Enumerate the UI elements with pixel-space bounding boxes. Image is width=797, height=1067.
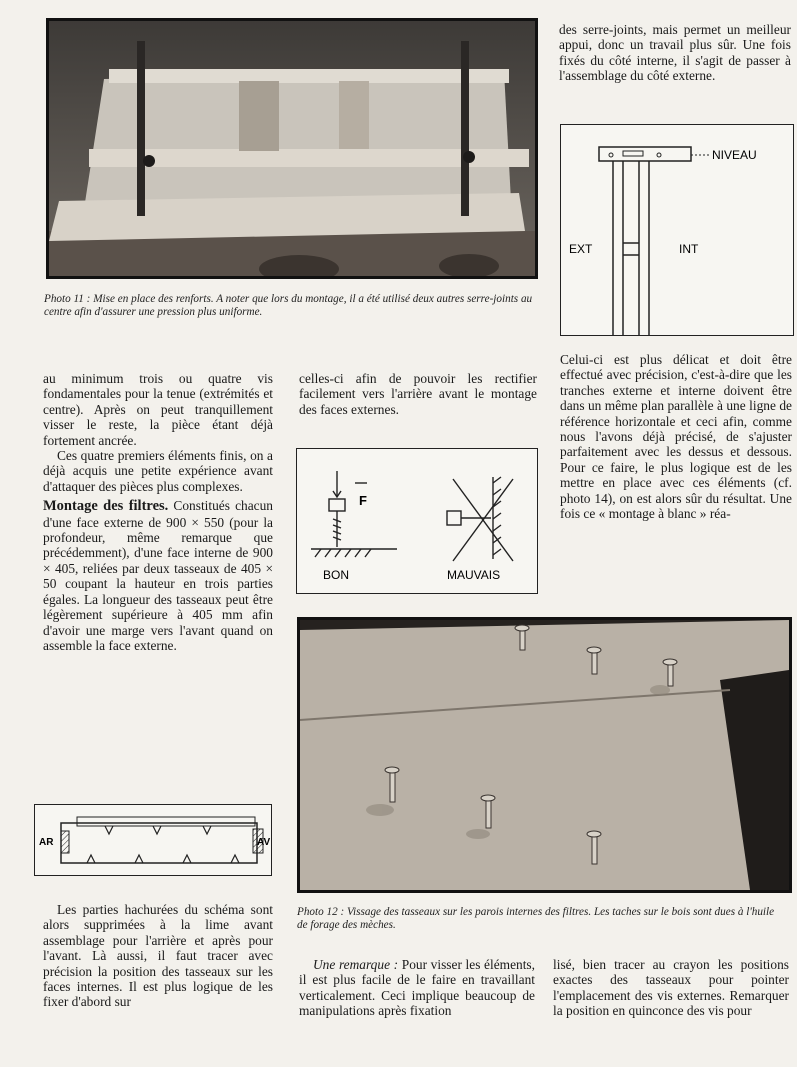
photo-11-caption: Photo 11 : Mise en place des renforts. A noter que lors du montage, il a été utilisé deux autres serre-joints au centre afin d'assurer une pression plus uniforme. [44, 293, 533, 319]
photo-11 [46, 18, 538, 279]
text-top-right [559, 22, 791, 84]
text-right-middle [560, 352, 792, 521]
level-diagram-drawing [561, 125, 793, 335]
paragraph: Les parties hachurées du schéma sont alors supprimées à la lime avant assemblage pour l'arrière et après pour l'avant. Là aussi, il faut tracer avec précision la position des tasseaux sur les faces internes. Il est plus logique de les fixer d'abord sur [43, 902, 273, 1010]
bon-label: BON [323, 568, 350, 582]
paragraph: Ces quatre premiers éléments finis, on a déjà acquis une petite expérience avant d'attaquer des pièces plus complexes. [43, 448, 273, 494]
text-column-1 [43, 371, 273, 653]
tasseau-diagram-drawing [35, 805, 271, 875]
paragraph: au minimum trois ou quatre vis fondamentales pour la tenue (extrémités et centre). Après on peut tranquillement visser le reste, la pièce étant déjà fortement ancrée. [43, 371, 273, 448]
photo-12 [297, 617, 792, 893]
force-label: F [359, 493, 367, 508]
text-bottom-middle [299, 957, 535, 1019]
text-column-1-bottom [43, 902, 273, 1010]
screw-diagram [296, 448, 538, 594]
section-heading: Montage des filtres. [43, 498, 169, 515]
ar-label: AR [39, 837, 54, 848]
int-label: INT [679, 242, 699, 256]
paragraph [299, 957, 535, 1019]
paragraph: celles-ci afin de pouvoir les rectifier facilement vers l'arrière avant le montage des faces externes. [299, 371, 537, 417]
screw-diagram-drawing [297, 449, 537, 593]
remark-lead: Une remarque : [313, 957, 399, 972]
av-label: AV [257, 837, 271, 848]
text-bottom-right [553, 957, 789, 1019]
paragraph [43, 498, 273, 653]
tasseau-diagram [34, 804, 272, 876]
mauvais-label: MAUVAIS [447, 568, 501, 582]
niveau-label: NIVEAU [712, 148, 757, 162]
paragraph: lisé, bien tracer au crayon les positions exactes des tasseaux pour pointer l'emplacement des vis externes. Remarquer la position en quinconce des vis pour [553, 957, 789, 1019]
level-diagram [560, 124, 794, 336]
paragraph: des serre-joints, mais permet un meilleur appui, donc un travail plus sûr. Une fois fixés du côté interne, il s'agit de passer à l'assemblage du côté externe. [559, 22, 791, 84]
paragraph-body: Pour visser les éléments, il est plus facile de le faire en travaillant verticalement. Ceci implique beaucoup de manipulations après fixation [299, 957, 535, 1019]
paragraph: Celui-ci est plus délicat et doit être effectué avec précision, c'est-à-dire que les tranches externe et interne doivent être dans un même plan parallèle à une ligne de référence horizontale et ceci afin, comme nous l'avons déjà précisé, de s'ajuster parfaitement avec les dessus et dessous. Pour ce faire, le plus logique est de les mettre en place avec ces éléments (cf. photo 14), on est alors sûr du résultat. Une fois ce « montage à blanc » réa- [560, 352, 792, 522]
paragraph-body: Constitués chacun d'une face externe de 900 × 550 (pour la profondeur, même remarque que précédemment), d'une face interne de 900 × 405, reliées par deux tasseaux de 405 × 50 coupant la hauteur en trois parties égales. La longueur des tasseaux peut être légèrement supérieure à 405 mm afin d'avoir une marge vers l'avant quand on assemble la face externe. [43, 498, 273, 653]
photo-12-caption: Photo 12 : Vissage des tasseaux sur les parois internes des filtres. Les taches sur le bois sont dues à l'huile de forage des mèches. [297, 906, 775, 932]
ext-label: EXT [569, 242, 593, 256]
photo-12-image [300, 620, 789, 890]
photo-11-image [49, 21, 535, 276]
text-column-2 [299, 371, 537, 417]
